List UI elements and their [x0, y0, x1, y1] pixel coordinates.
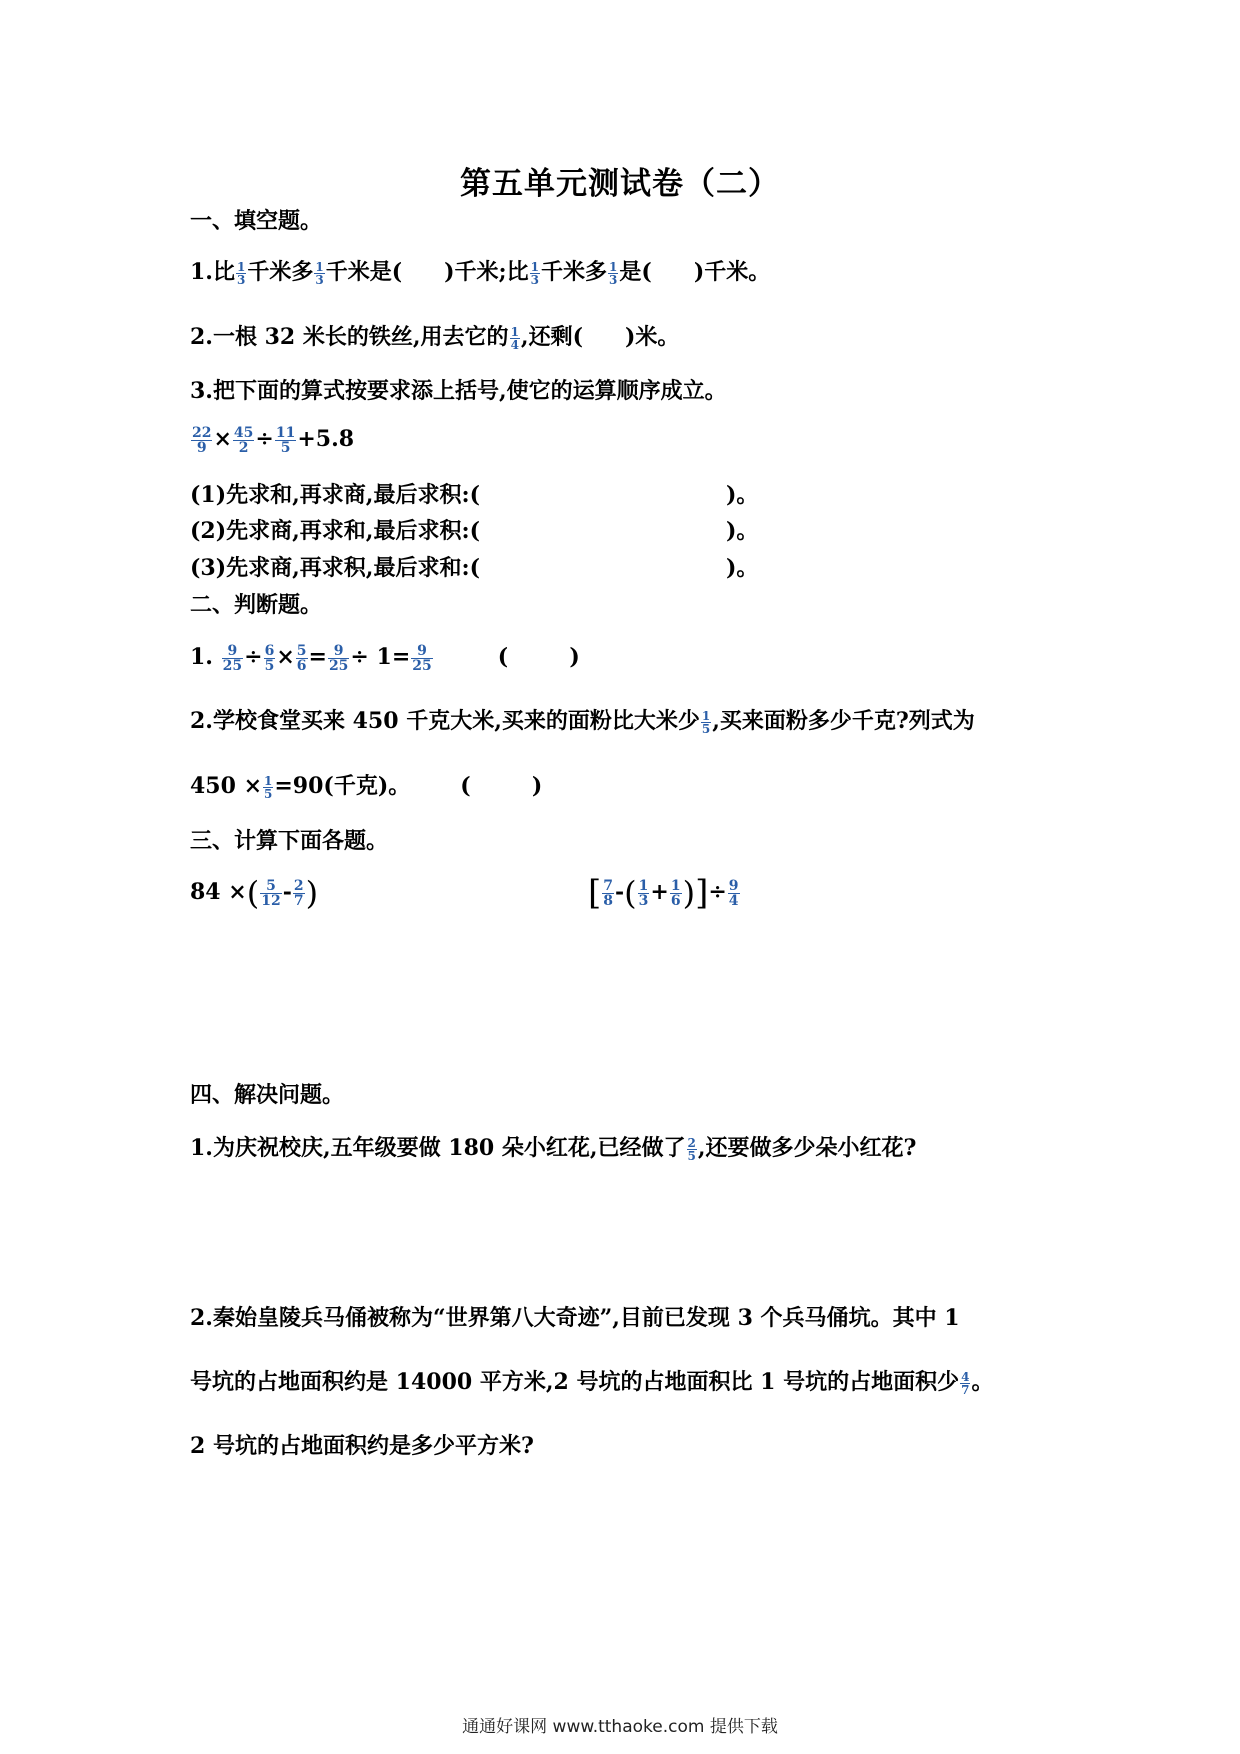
fraction: $\frac{2}{5}$ — [687, 1135, 696, 1163]
page-title: 第五单元测试卷（二） — [460, 166, 780, 202]
fraction: $\frac{1}{5}$ — [264, 773, 273, 801]
fraction: $\frac{1}{6}$ — [670, 877, 681, 909]
fraction: $\frac{22}{9}$ — [192, 424, 212, 456]
fraction: $\frac{1}{3}$ — [638, 877, 649, 909]
fraction: $\frac{9}{25}$ — [222, 642, 243, 674]
fraction: $\frac{6}{5}$ — [264, 642, 275, 674]
expression: $\frac{22}{9}$ × $\frac{45}{2}$ ÷ $\frac{11}{5}$ +5.8 — [192, 424, 355, 456]
question-1-1: 1.比 $\frac{1}{3}$ 千米多 $\frac{1}{3}$ 千米是( )千米;比 $\frac{1}{3}$ 千米多 $\frac{1}{3}$ 是( )千米。 — [190, 259, 771, 287]
answer-paren: ( ) — [497, 644, 580, 670]
fraction: $\frac{7}{8}$ — [603, 877, 614, 909]
fraction: $\frac{1}{3}$ — [315, 259, 324, 287]
sub-question-2: (2)先求商,再求和,最后求积:( )。 — [190, 518, 759, 544]
question-1-2: 2.一根 32 米长的铁丝,用去它的 $\frac{1}{4}$ ,还剩( )米。 — [190, 324, 680, 352]
problem-2-line-1: 2.秦始皇陵兵马俑被称为“世界第八大奇迹”,目前已发现 3 个兵马俑坑。其中 1 — [190, 1305, 960, 1331]
fraction: $\frac{1}{4}$ — [510, 324, 519, 352]
fraction: $\frac{9}{25}$ — [412, 642, 432, 674]
answer-paren: ( ) — [460, 773, 543, 799]
sub-question-1: (1)先求和,再求商,最后求积:( )。 — [190, 482, 759, 508]
fraction: $\frac{1}{5}$ — [701, 708, 711, 736]
footer-source: 通通好课网 www.tthaoke.com 提供下载 — [462, 1717, 778, 1737]
calc-expression-1: 84 ×( $\frac{5}{12}$ - $\frac{2}{7}$ ) — [190, 874, 319, 912]
section2-heading: 二、判断题。 — [190, 592, 323, 618]
fraction: $\frac{45}{2}$ — [233, 424, 254, 456]
fraction: $\frac{1}{3}$ — [609, 259, 618, 287]
fraction: $\frac{9}{4}$ — [728, 877, 739, 909]
section4-heading: 四、解决问题。 — [190, 1082, 345, 1108]
calc-expression-2: [ $\frac{7}{8}$ -( $\frac{1}{3}$ + $\frac{1}{6}$ )]÷ $\frac{9}{4}$ — [588, 873, 739, 913]
fraction: $\frac{4}{7}$ — [961, 1369, 970, 1397]
fraction: $\frac{5}{6}$ — [296, 642, 307, 674]
section3-heading: 三、计算下面各题。 — [190, 828, 389, 854]
judge-question-2: 2.学校食堂买来 450 千克大米,买来的面粉比大米少 $\frac{1}{5}$ ,买来面粉多少千克?列式为 — [190, 708, 975, 736]
judge-question-2-formula: 450 × $\frac{1}{5}$ =90(千克)。 ( ) — [190, 773, 543, 801]
fraction: $\frac{1}{3}$ — [236, 259, 246, 287]
fraction: $\frac{1}{3}$ — [530, 259, 540, 287]
fraction: $\frac{2}{7}$ — [293, 877, 304, 909]
fraction: $\frac{11}{5}$ — [275, 424, 296, 456]
fraction: $\frac{9}{25}$ — [328, 642, 349, 674]
problem-1: 1.为庆祝校庆,五年级要做 180 朵小红花,已经做了 $\frac{2}{5}$ ,还要做多少朵小红花? — [190, 1135, 917, 1163]
section1-heading: 一、填空题。 — [190, 208, 323, 234]
problem-2-line-3: 2 号坑的占地面积约是多少平方米? — [190, 1433, 534, 1459]
question-1-3: 3.把下面的算式按要求添上括号,使它的运算顺序成立。 — [190, 378, 727, 404]
sub-question-3: (3)先求商,再求积,最后求和:( )。 — [190, 555, 759, 581]
fraction: $\frac{5}{12}$ — [261, 877, 281, 909]
problem-2-line-2: 号坑的占地面积约是 14000 平方米,2 号坑的占地面积比 1 号坑的占地面积少 $\frac{4}{7}$ 。 — [190, 1369, 994, 1397]
judge-question-1: 1. $\frac{9}{25}$ ÷ $\frac{6}{5}$ × $\frac{5}{6}$ = $\frac{9}{25}$ ÷ 1= $\frac{9}{25}$ ( ) — [190, 642, 580, 674]
